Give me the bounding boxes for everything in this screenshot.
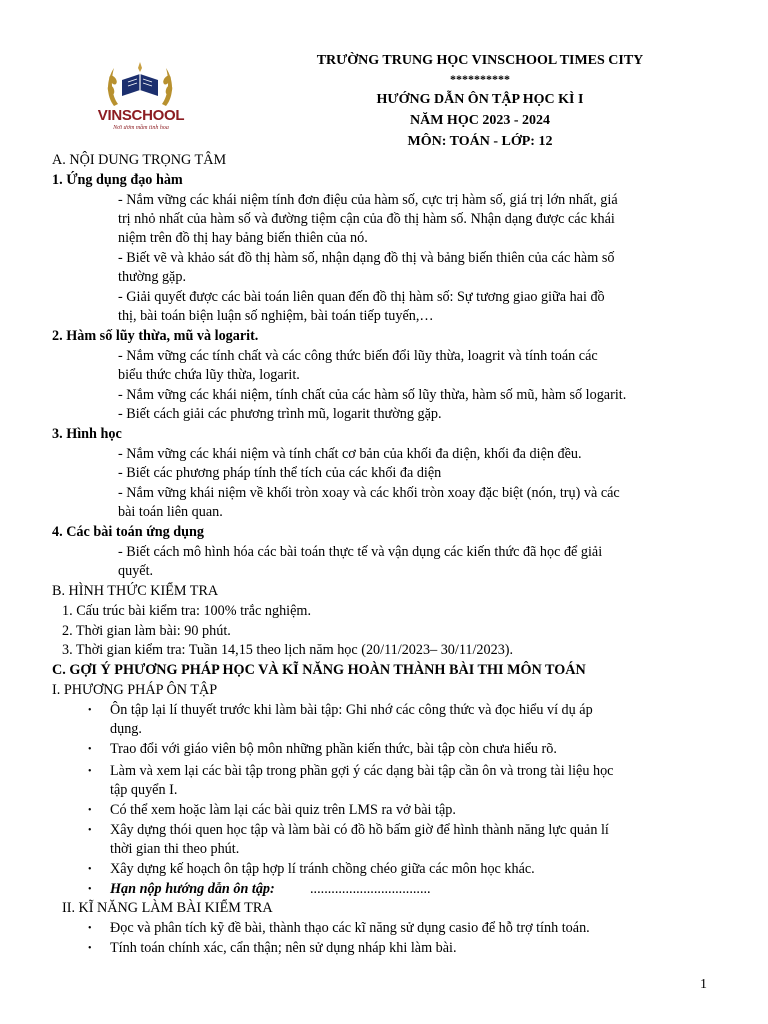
subsection-4-title: 4. Các bài toán ứng dụng [52,524,205,540]
text-line: Có thể xem hoặc làm lại các bài quiz trên LMS ra vở bài tập. [110,802,456,818]
part-1-heading: I. PHƯƠNG PHÁP ÔN TẬP [52,682,218,698]
list-item: 2. Thời gian làm bài: 90 phút. [62,623,231,639]
section-b-heading: B. HÌNH THỨC KIỂM TRA [52,583,219,599]
text-line: Làm và xem lại các bài tập trong phần gợi ý các dạng bài tập cần ôn và trong tài liệu học [110,763,614,779]
text-line: - Nắm vững các khái niệm tính đơn điệu của hàm số, cực trị hàm số, giá trị lớn nhất, giá [118,192,618,208]
document-title: HƯỚNG DẪN ÔN TẬP HỌC KÌ I [376,92,584,107]
text-line: Tính toán chính xác, cẩn thận; nên sử dụng nháp khi làm bài. [110,940,457,956]
deadline-label: Hạn nộp hướng dẫn ôn tập: [110,881,275,897]
bullet-icon: • [88,744,92,755]
subject-grade: MÔN: TOÁN - LỚP: 12 [407,134,553,149]
text-line: Xây dựng thói quen học tập và làm bài có đồ hồ bấm giờ để hình thành năng lực quản lí [110,822,609,838]
text-line: thị, bài toán biện luận số nghiệm, bài toán tiếp tuyến,… [118,308,434,324]
header-stars: ********** [450,72,510,86]
section-c-heading: C. GỢI Ý PHƯƠNG PHÁP HỌC VÀ KĨ NĂNG HOÀN THÀNH BÀI THI MÔN TOÁN [52,662,586,678]
list-item: 1. Cấu trúc bài kiểm tra: 100% trắc nghiệm. [62,603,311,619]
bullet-icon: • [88,805,92,816]
bullet-icon: • [88,923,92,934]
logo-tagline: Nơi ươm mầm tinh hoa [113,125,169,131]
text-line: - Nắm vững các khái niệm và tính chất cơ bản của khối đa diện, khối đa diện đều. [118,446,582,462]
text-line: quyết. [118,563,154,579]
text-line: bài toán liên quan. [118,504,223,520]
text-line: - Nắm vững khái niệm về khối tròn xoay và các khối tròn xoay đặc biệt (nón, trụ) và các [118,485,620,501]
text-line: - Nắm vững các tính chất và các công thức biến đổi lũy thừa, loagrit và tính toán các [118,348,598,364]
text-line: thời gian thi theo phút. [110,841,240,857]
subsection-2-title: 2. Hàm số lũy thừa, mũ và logarit. [52,328,259,344]
text-line: tập quyển I. [110,782,178,798]
text-line: thường gặp. [118,269,186,285]
text-line: dụng. [110,721,142,737]
text-line: - Biết cách giải các phương trình mũ, logarit thường gặp. [118,406,442,422]
text-line: - Nắm vững các khái niệm, tính chất của các hàm số lũy thừa, hàm số mũ, hàm số logarit. [118,387,627,403]
deadline-blank: .................................. [310,881,431,897]
bullet-icon: • [88,766,92,777]
text-line: - Giải quyết được các bài toán liên quan đến đồ thị hàm số: Sự tương giao giữa hai đồ [118,289,605,305]
text-line: biểu thức chứa lũy thừa, logarit. [118,367,300,383]
subsection-3-title: 3. Hình học [52,426,122,442]
text-line: - Biết cách mô hình hóa các bài toán thực tế và vận dụng các kiến thức đã học để giải [118,544,603,560]
list-item: 3. Thời gian kiểm tra: Tuần 14,15 theo lịch năm học (20/11/2023– 30/11/2023). [62,642,514,658]
page-number: 1 [700,977,707,992]
section-a-heading: A. NỘI DUNG TRỌNG TÂM [52,152,227,168]
text-line: Ôn tập lại lí thuyết trước khi làm bài tập: Ghi nhớ các công thức và đọc hiểu ví dụ áp [110,702,593,718]
text-line: trị nhỏ nhất của hàm số và đường tiệm cận của đồ thị hàm số. Nhận dạng được các khái [118,211,615,227]
bullet-icon: • [88,884,92,895]
text-line: - Biết vẽ và khảo sát đồ thị hàm số, nhận dạng đồ thị và bảng biến thiên của các hàm số [118,250,615,266]
text-line: Xây dựng kế hoạch ôn tập hợp lí tránh chồng chéo giữa các môn học khác. [110,861,535,877]
logo-wordmark: VINSCHOOL [97,107,185,124]
school-name: TRƯỜNG TRUNG HỌC VINSCHOOL TIMES CITY [316,53,644,68]
part-2-heading: II. KĨ NĂNG LÀM BÀI KIỂM TRA [62,900,273,916]
text-line: Trao đổi với giáo viên bộ môn những phần kiến thức, bài tập còn chưa hiểu rõ. [110,741,557,757]
text-line: niệm trên đồ thị hay bảng biến thiên của nó. [118,230,368,246]
text-line: Đọc và phân tích kỹ đề bài, thành thạo các kĩ năng sử dụng casio để hỗ trợ tính toán. [110,920,590,936]
bullet-icon: • [88,705,92,716]
bullet-icon: • [88,825,92,836]
bullet-icon: • [88,943,92,954]
bullet-icon: • [88,864,92,875]
school-year: NĂM HỌC 2023 - 2024 [410,113,550,128]
subsection-1-title: 1. Ứng dụng đạo hàm [52,172,183,188]
text-line: - Biết các phương pháp tính thể tích của các khối đa diện [118,465,442,481]
